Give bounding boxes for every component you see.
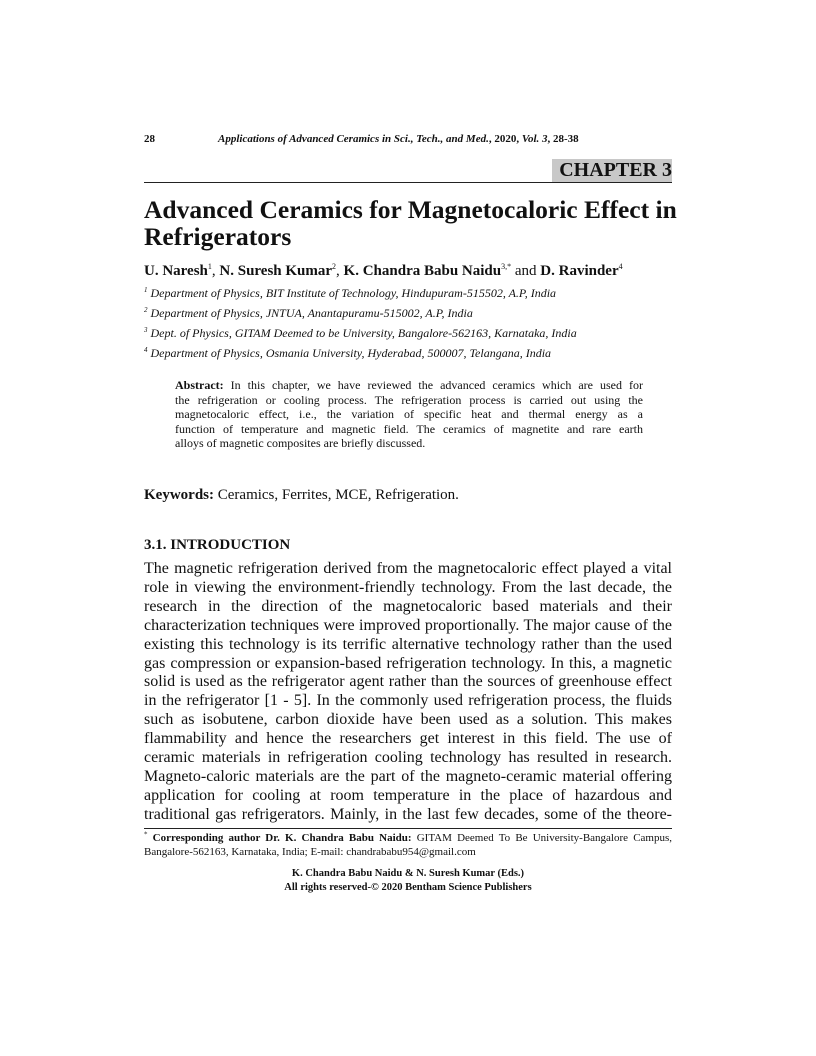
- footnote-mark: *: [144, 830, 148, 839]
- body-line: gas compression or expansion-based refrigeration technology. In this, a magnetic: [144, 654, 672, 672]
- body-text: [144, 560, 672, 825]
- body-line: application for cooling at room temperature in the place of hazardous and: [144, 786, 672, 804]
- footer-editors: K. Chandra Babu Naidu & N. Suresh Kumar (Eds.): [291, 868, 525, 879]
- journal-volume: Vol. 3: [521, 133, 548, 145]
- body-line: characterization techniques were improved proportionally. The major cause of the: [144, 616, 672, 634]
- author-sep: and: [511, 263, 541, 279]
- chapter-title: [144, 195, 677, 251]
- body-line: The magnetic refrigeration derived from the magnetocaloric effect played a vital: [144, 560, 672, 577]
- abstract: [175, 378, 643, 451]
- affiliation-text: Dept. of Physics, GITAM Deemed to be University, Bangalore-562163, Karnataka, India: [147, 326, 577, 340]
- author-sup: 3,*: [501, 262, 512, 271]
- body-line: such as isobutene, carbon dioxide have been used as a solution. This makes: [144, 711, 672, 729]
- body-line: Magneto-caloric materials are the part of the magneto-ceramic material offering: [144, 767, 672, 785]
- title-line: Refrigerators: [144, 222, 292, 251]
- section-heading: 3.1. INTRODUCTION: [144, 537, 291, 553]
- footer-rights: All rights reserved-© 2020 Bentham Science Publishers: [284, 881, 532, 893]
- author-sup: 1: [207, 262, 212, 271]
- affiliation: [144, 286, 684, 301]
- abstract-line: magnetocaloric effect, i.e., the variation of specific heat and thermal energy as a: [175, 407, 643, 421]
- body-line: traditional gas refrigerators. Mainly, in the last few decades, some of the theore-: [144, 805, 672, 823]
- affiliation-sup: 1: [144, 286, 148, 294]
- body-line: ceramic materials in refrigeration cooling technology has resulted in research.: [144, 749, 672, 767]
- chapter-label: CHAPTER 3: [552, 159, 672, 182]
- author-name: K. Chandra Babu Naidu: [343, 263, 502, 279]
- author-list: [144, 262, 684, 280]
- journal-citation: [218, 132, 579, 146]
- journal-pages: , 28-38: [547, 133, 579, 145]
- abstract-text: In this chapter, we have reviewed the advanced ceramics which are used for: [223, 378, 643, 392]
- author-name: N. Suresh Kumar: [219, 263, 333, 279]
- body-line: in the refrigerator [1 - 5]. In the commonly used refrigeration process, the fluids: [144, 692, 672, 710]
- footnote-line: Bangalore-562163, Karnataka, India; E-mail: chandrababu954@gmail.com: [144, 846, 476, 858]
- footnote-rule: [144, 828, 672, 829]
- journal-year: , 2020,: [488, 133, 522, 145]
- affiliation-sup: 4: [144, 346, 148, 354]
- title-line: Advanced Ceramics for Magnetocaloric Effect in: [144, 195, 677, 224]
- affiliation: [144, 306, 684, 321]
- abstract-label: Abstract:: [175, 378, 224, 392]
- author-sep: ,: [211, 263, 220, 279]
- abstract-line: the refrigeration or cooling process. The refrigeration process is carried out using the: [175, 392, 643, 407]
- body-line: role in viewing the environment-friendly technology. From the last decade, the: [144, 578, 672, 596]
- author-sup: 4: [618, 262, 623, 271]
- affiliation: [144, 326, 684, 341]
- abstract-line: function of temperature and magnetic field. The ceramics of magnetite and rare earth: [175, 421, 643, 436]
- running-header: [144, 132, 672, 146]
- keywords: [144, 486, 459, 504]
- body-line: existing this technology is its terrific alternative technology rather than the used: [144, 635, 672, 653]
- affiliation-text: Department of Physics, BIT Institute of Technology, Hindupuram-515502, A.P, India: [147, 286, 557, 300]
- body-line: flammability and hence the researchers get interest in this field. The use of: [144, 730, 672, 748]
- page-number: 28: [144, 133, 155, 145]
- affiliation-text: Department of Physics, JNTUA, Anantapuramu-515002, A.P, India: [147, 306, 473, 320]
- author-name: U. Naresh: [144, 263, 208, 279]
- journal-name: Applications of Advanced Ceramics in Sci., Tech., and Med.: [218, 133, 489, 145]
- author-name: D. Ravinder: [540, 263, 619, 279]
- footnote-text: GITAM Deemed To Be University-Bangalore Campus,: [411, 832, 672, 844]
- footnote-label: Corresponding author Dr. K. Chandra Babu Naidu:: [147, 832, 412, 844]
- keywords-text: Ceramics, Ferrites, MCE, Refrigeration.: [214, 487, 459, 503]
- affiliation: [144, 346, 684, 361]
- abstract-line: alloys of magnetic composites are briefly discussed.: [175, 436, 426, 450]
- author-sep: ,: [336, 263, 344, 279]
- body-line: research in the direction of the magnetocaloric based materials and their: [144, 597, 672, 615]
- page-footer: [144, 867, 672, 894]
- affiliation-sup: 2: [144, 306, 148, 314]
- author-sup: 2: [332, 262, 337, 271]
- header-rule: [144, 182, 672, 183]
- affiliation-text: Department of Physics, Osmania University, Hyderabad, 500007, Telangana, India: [147, 346, 552, 360]
- body-line: solid is used as the refrigerator agent rather than the sources of greenhouse effect: [144, 673, 672, 691]
- affiliation-sup: 3: [144, 326, 148, 334]
- footnote: [144, 831, 672, 859]
- keywords-label: Keywords:: [144, 487, 214, 503]
- footnote-line: [144, 831, 672, 845]
- abstract-line: [175, 378, 643, 393]
